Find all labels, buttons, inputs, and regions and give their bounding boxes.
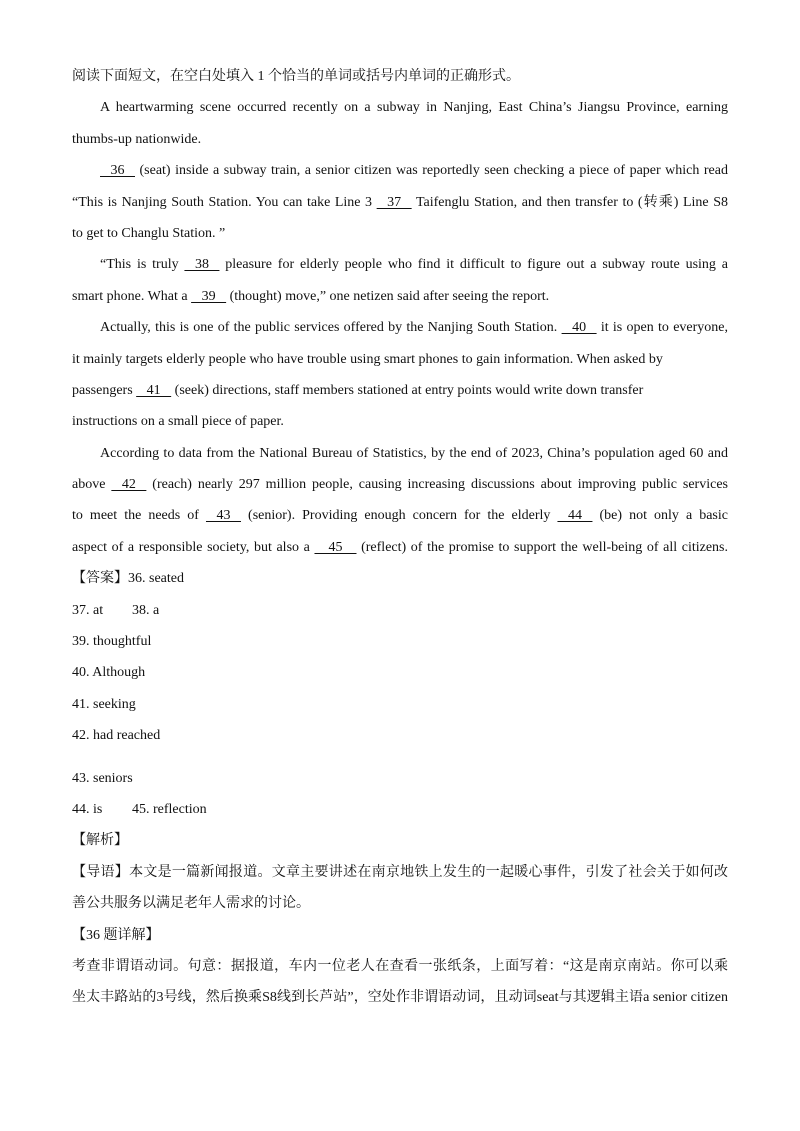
- text-line: [72, 97, 728, 128]
- text-segment: 考查非谓语动词。句意：据报道，车内一位老人在查看一张纸条，上面写着：“这是南京南站。你可以乘: [72, 958, 728, 974]
- text-segment: According to data from the National Bureau of Statistics, by the end of 2023, China’s population aged 60 and: [100, 445, 728, 461]
- text-line: [72, 537, 728, 568]
- text-line: [72, 956, 728, 987]
- text-segment: thumbs-up nationwide.: [72, 131, 202, 147]
- text-line: [72, 862, 728, 893]
- text-segment: 坐太丰路站的3号线，然后换乘S8线到长芦站”，空处作非谓语动词，且动词seat与其逻辑主语a senior citizen: [72, 990, 728, 1006]
- text-line: [72, 160, 728, 191]
- answer-blank: 37: [376, 194, 412, 210]
- answer-blank: 44: [557, 508, 593, 524]
- text-line: [72, 694, 728, 725]
- text-segment: pleasure for elderly people who find it difficult to figure out a subway route using a: [219, 257, 728, 273]
- text-segment: 45. reflection: [132, 801, 207, 817]
- text-segment: it mainly targets elderly people who have trouble using smart phones to gain information. When asked by: [72, 351, 663, 367]
- text-segment: 39. thoughtful: [72, 634, 152, 650]
- text-segment: passengers: [72, 382, 137, 398]
- text-segment: 【36 题详解】: [72, 927, 160, 943]
- text-segment: 【导语】本文是一篇新闻报道。文章主要讲述在南京地铁上发生的一起暖心事件，引发了社会关于如何改: [72, 864, 728, 880]
- text-segment: to get to Changlu Station. ”: [72, 225, 226, 241]
- answer-blank: 42: [111, 477, 147, 493]
- text-segment: (seat) inside a subway train, a senior citizen was reportedly seen checking a piece of paper which read: [135, 163, 728, 179]
- answer-item: 44. is: [72, 801, 103, 817]
- answer-blank: 41: [136, 382, 172, 398]
- text-line: [72, 725, 728, 756]
- text-line: [72, 474, 728, 505]
- text-line: [72, 768, 728, 799]
- text-segment: smart phone. What a: [72, 288, 192, 304]
- text-line: [72, 893, 728, 924]
- text-line: [72, 830, 728, 861]
- text-segment: 41. seeking: [72, 696, 136, 712]
- text-line: [72, 505, 728, 536]
- text-segment: (be) not only a basic: [592, 508, 728, 524]
- text-segment: 【解析】: [72, 833, 128, 849]
- text-segment: aspect of a responsible society, but also a: [72, 539, 315, 555]
- text-segment: (thought) move,” one netizen said after seeing the report.: [226, 288, 550, 304]
- text-segment: instructions on a small piece of paper.: [72, 414, 284, 430]
- text-segment: (seek) directions, staff members stationed at entry points would write down transfer: [171, 382, 644, 398]
- text-segment: Actually, this is one of the public services offered by the Nanjing South Station.: [100, 320, 562, 336]
- text-segment: to meet the needs of: [72, 508, 206, 524]
- text-line: [72, 411, 728, 442]
- text-line: [72, 192, 728, 223]
- text-line: [72, 443, 728, 474]
- text-line: [72, 129, 728, 160]
- text-segment: (senior). Providing enough concern for the elderly: [240, 508, 558, 524]
- text-line: [72, 223, 728, 254]
- text-segment: “This is truly: [100, 257, 185, 273]
- text-segment: (reach) nearly 297 million people, causing increasing discussions about improving public services: [146, 477, 728, 493]
- text-line: [72, 349, 728, 380]
- text-segment: 善公共服务以满足老年人需求的讨论。: [72, 896, 310, 912]
- answer-blank: 36: [100, 163, 135, 179]
- text-segment: 【答案】36. seated: [72, 571, 184, 587]
- answer-blank: 43: [205, 508, 241, 524]
- text-segment: it is open to everyone,: [596, 320, 728, 336]
- text-line: [72, 799, 728, 830]
- answer-blank: 39: [191, 288, 227, 304]
- answer-blank: 40: [561, 320, 597, 336]
- answer-blank: 45: [314, 539, 357, 555]
- text-segment: 阅读下面短文，在空白处填入 1 个恰当的单词或括号内单词的正确形式。: [72, 69, 520, 84]
- text-segment: (reflect) of the promise to support the well-being of all citizens.: [356, 539, 728, 555]
- text-segment: above: [72, 477, 112, 493]
- answer-item: 37. at: [72, 602, 104, 618]
- text-line: [72, 568, 728, 599]
- text-segment: 42. had reached: [72, 728, 161, 744]
- text-line: [72, 987, 728, 1018]
- text-line: [72, 380, 728, 411]
- text-segment: 40. Although: [72, 665, 146, 681]
- text-line: [72, 66, 728, 97]
- answer-blank: 38: [184, 257, 220, 273]
- text-segment: “This is Nanjing South Station. You can take Line 3: [72, 194, 377, 210]
- text-line: [72, 317, 728, 348]
- text-line: [72, 600, 728, 631]
- text-line: [72, 662, 728, 693]
- text-line: [72, 925, 728, 956]
- document-page: [72, 66, 728, 1019]
- text-segment: 38. a: [132, 602, 160, 618]
- text-line: [72, 286, 728, 317]
- text-segment: A heartwarming scene occurred recently on a subway in Nanjing, East China’s Jiangsu Province, earning: [100, 100, 728, 116]
- text-segment: 43. seniors: [72, 770, 133, 786]
- text-segment: Taifenglu Station, and then transfer to (转乘) Line S8: [411, 194, 728, 210]
- text-line: [72, 631, 728, 662]
- text-line: [72, 254, 728, 285]
